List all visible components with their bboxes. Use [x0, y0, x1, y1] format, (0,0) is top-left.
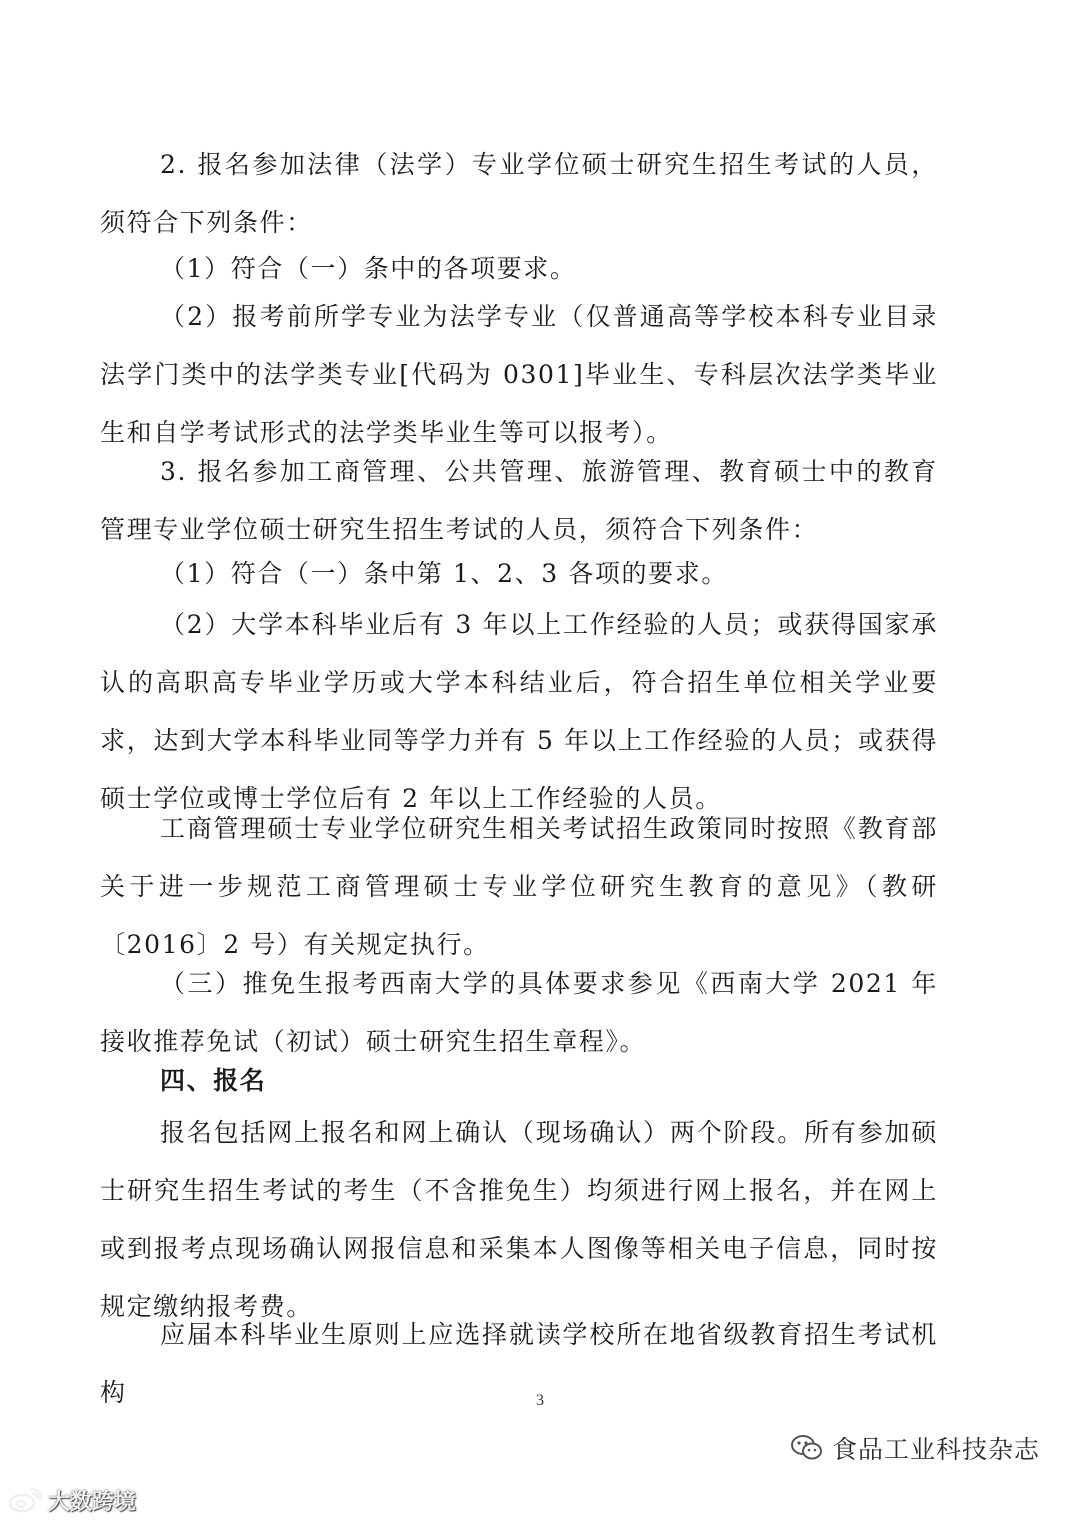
paragraph-mba-policy: 工商管理硕士专业学位研究生相关考试招生政策同时按照《教育部关于进一步规范工商管理硕士专业学位研究生教育的意见》（教研〔2016〕2 号）有关规定执行。	[100, 814, 938, 959]
wechat-watermark	[790, 1430, 1040, 1466]
wechat-icon	[790, 1433, 824, 1463]
paragraph-fresh-graduates: 应届本科毕业生原则上应选择就读学校所在地省级教育招生考试机构	[100, 1320, 938, 1407]
paragraph-management-condition-2: （2）大学本科毕业后有 3 年以上工作经验的人员；或获得国家承认的高职高专毕业学历或大学本科结业后，符合招生单位相关学业要求，达到大学本科毕业同等学力并有 5 年以上工作经验的人员；或获得硕士学位或博士学位后有 2 年以上工作经验的人员。	[100, 610, 938, 813]
paragraph-law-degree-requirements: 2. 报名参加法律（法学）专业学位硕士研究生招生考试的人员，须符合下列条件：	[100, 150, 938, 237]
paragraph-recommended-students: （三）推免生报考西南大学的具体要求参见《西南大学 2021 年接收推荐免试（初试）硕士研究生招生章程》。	[100, 969, 938, 1056]
paragraph-registration-stages: 报名包括网上报名和网上确认（现场确认）两个阶段。所有参加硕士研究生招生考试的考生（不含推免生）均须进行网上报名，并在网上或到报考点现场确认网报信息和采集本人图像等相关电子信息，同时按规定缴纳报考费。	[100, 1118, 938, 1321]
paragraph-law-condition-1: （1）符合（一）条中的各项要求。	[160, 254, 577, 283]
section-heading-registration: 四、报名	[160, 1066, 267, 1095]
paragraph-management-condition-1: （1）符合（一）条中第 1、2、3 各项的要求。	[160, 559, 728, 588]
wechat-account-name: 食品工业科技杂志	[831, 1435, 1040, 1464]
paragraph-law-condition-2: （2）报考前所学专业为法学专业（仅普通高等学校本科专业目录法学门类中的法学类专业[代码为 0301]毕业生、专科层次法学类毕业生和自学考试形式的法学类毕业生等可以报考）。	[100, 302, 938, 447]
paragraph-management-degree-requirements: 3. 报名参加工商管理、公共管理、旅游管理、教育硕士中的教育管理专业学位硕士研究生招生考试的人员，须符合下列条件：	[100, 457, 938, 544]
weibo-account-name: 大数跨境	[48, 1490, 137, 1515]
page-number: 3	[536, 1392, 544, 1409]
weibo-watermark	[8, 1485, 136, 1516]
weibo-icon	[8, 1488, 42, 1514]
